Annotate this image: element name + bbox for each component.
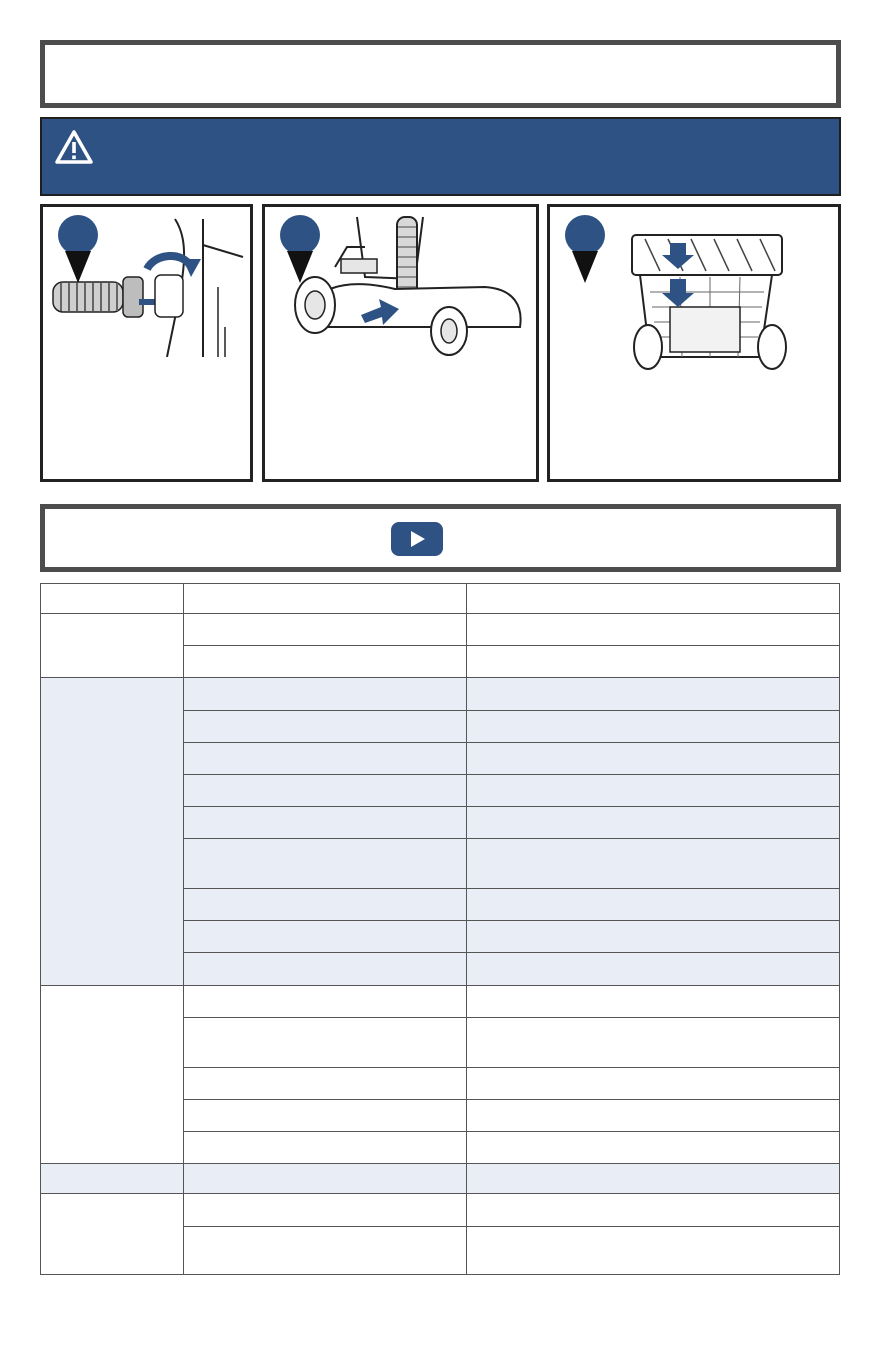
problem-cell — [41, 1164, 184, 1194]
problem-cell — [41, 1194, 184, 1275]
table-row — [41, 1194, 840, 1226]
table-row — [41, 1164, 840, 1194]
remedy-cell — [467, 614, 840, 646]
cause-cell — [184, 646, 467, 678]
remedy-cell — [467, 889, 840, 921]
cause-cell — [184, 710, 467, 742]
step-pointer-1 — [65, 251, 91, 283]
play-icon[interactable] — [391, 522, 443, 556]
troubleshooting-table — [40, 583, 840, 1275]
cause-cell — [184, 953, 467, 985]
warning-bar — [40, 117, 841, 196]
cause-cell — [184, 839, 467, 889]
remedy-cell — [467, 1194, 840, 1226]
remedy-cell — [467, 921, 840, 953]
cause-cell — [184, 985, 467, 1017]
table-row — [41, 985, 840, 1017]
table-row — [41, 614, 840, 646]
cause-cell — [184, 1226, 467, 1274]
remedy-cell — [467, 710, 840, 742]
remedy-cell — [467, 839, 840, 889]
cause-cell — [184, 1194, 467, 1226]
header-cause — [184, 584, 467, 614]
warning-triangle-icon — [54, 129, 94, 165]
step-pointer-3 — [572, 251, 598, 283]
step-panel-2 — [262, 204, 539, 482]
remedy-cell — [467, 985, 840, 1017]
remedy-cell — [467, 1164, 840, 1194]
section-heading-box — [40, 40, 841, 108]
remedy-cell — [467, 953, 840, 985]
cause-cell — [184, 1100, 467, 1132]
step-number-badge-1 — [58, 215, 98, 255]
cause-cell — [184, 1132, 467, 1164]
cause-cell — [184, 921, 467, 953]
step-panel-1 — [40, 204, 253, 482]
remedy-cell — [467, 774, 840, 806]
cause-cell — [184, 614, 467, 646]
cause-cell — [184, 806, 467, 838]
remedy-cell — [467, 1067, 840, 1099]
remedy-cell — [467, 742, 840, 774]
remedy-cell — [467, 1132, 840, 1164]
header-problem — [41, 584, 184, 614]
remedy-cell — [467, 1017, 840, 1067]
step-number-badge-2 — [280, 215, 320, 255]
header-remedy — [467, 584, 840, 614]
cause-cell — [184, 889, 467, 921]
cause-cell — [184, 1067, 467, 1099]
cause-cell — [184, 1017, 467, 1067]
problem-cell — [41, 985, 184, 1164]
remedy-cell — [467, 806, 840, 838]
remedy-cell — [467, 678, 840, 710]
step-pointer-2 — [287, 251, 313, 283]
remedy-cell — [467, 1226, 840, 1274]
step-panel-3 — [547, 204, 841, 482]
cause-cell — [184, 742, 467, 774]
remedy-cell — [467, 646, 840, 678]
table-row — [41, 678, 840, 710]
cause-cell — [184, 678, 467, 710]
table-header-row — [41, 584, 840, 614]
cause-cell — [184, 774, 467, 806]
problem-cell — [41, 678, 184, 985]
problem-cell — [41, 614, 184, 678]
remedy-cell — [467, 1100, 840, 1132]
cause-cell — [184, 1164, 467, 1194]
step-number-badge-3 — [565, 215, 605, 255]
